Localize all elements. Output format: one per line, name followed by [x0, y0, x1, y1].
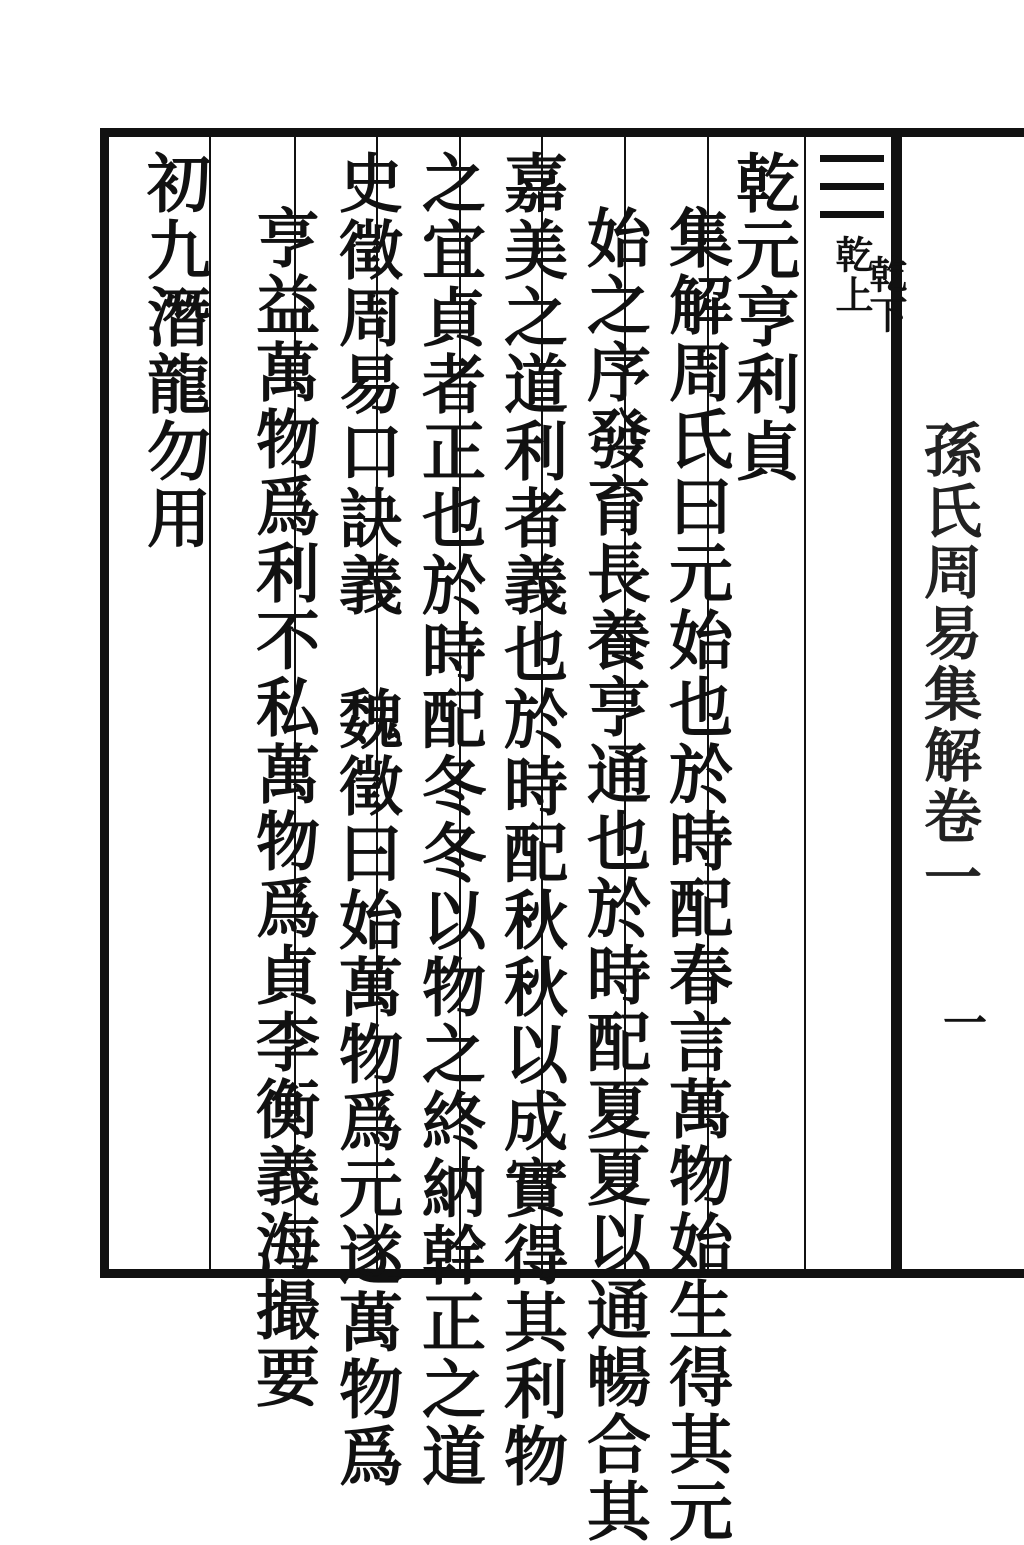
commentary-column: 之宜貞者正也於時配冬冬以物之終納幹正之道 — [411, 150, 486, 1490]
line-statement: 初九潛龍勿用 — [136, 150, 211, 552]
hexagram-lower: 乾下 — [863, 255, 908, 335]
commentary-column: 亨益萬物爲利不私萬物爲貞李衡義海撮要 — [245, 205, 320, 1411]
book-title: 孫氏周易集解卷一 — [914, 420, 982, 908]
page-number: 一 — [935, 1000, 986, 1047]
commentary-column: 史徵周易口訣義 魏徵曰始萬物爲元遂萬物爲 — [328, 150, 403, 1490]
commentary-column: 始之序發育長養亨通也於時配夏夏以通暢合其 — [576, 205, 651, 1545]
commentary-column: 集解周氏曰元始也於時配春言萬物始生得其元 — [658, 205, 733, 1545]
commentary-column: 嘉美之道利者義也於時配秋秋以成實得其利物 — [493, 150, 568, 1490]
hexagram-symbol — [820, 155, 884, 239]
hexagram-upper: 乾上 — [829, 235, 874, 315]
column-rule — [804, 137, 806, 1269]
hexagram-judgment: 乾元亨利貞 — [725, 150, 800, 485]
